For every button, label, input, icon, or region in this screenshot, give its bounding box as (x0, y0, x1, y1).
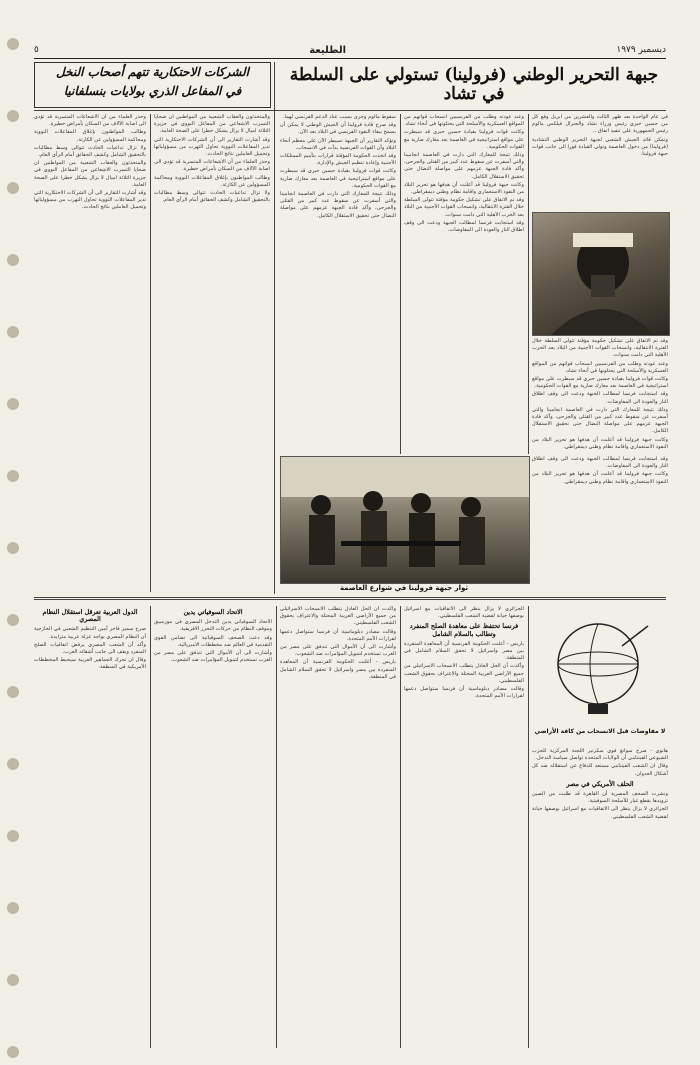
binder-holes (7, 0, 19, 1065)
chad-article-col2: وعند عودته وطلب من الفرنسيين انسحاب قواتهم من المواقع العسكرية والأسلحة التي يحتلونها في أنحاء تشاد. وكانت قوات فرولينا بقيادة حسين حبري قد سيطرت على مواقع استراتيجية في العاصمة بعد معارك ضارية مع القوات الحكومية. وذلك نتيجة للمعارك التي دارت في العاصمة انجامينا والتي أسفرت عن سقوط عدد كبير من القتلى والجرحى، وأكد قادة الجبهة عزمهم على مواصلة النضال حتى تحقيق الاستقلال الكامل. وكانت جبهة فرولينا قد أعلنت أن هدفها هو تحرير البلاد من النفوذ الاستعماري واقامة نظام وطني ديمقراطي. وقد تم الاتفاق على تشكيل حكومة مؤقتة تتولى السلطة خلال الفترة الانتقالية، وانسحاب القوات الأجنبية من البلاد بعد الحرب الأهلية التي دامت سنوات. وقد استجابت فرنسا لمطالب الجبهة ودعت الى وقف اطلاق النار والعودة الى المفاوضات. (404, 114, 524, 234)
arms-article: هانوي - صرح سوانغ فوي سكرتير اللجنة المركزية للحزب الشيوعي الفيتنامي أن الولايات المتحدة تواصل سياسة التدخل. وقال ان الشعب الفيتنامي مستعد للدفاع عن استقلاله ضد كل أشكال العدوان. الحلف الأمريكي في مصر ونشرت الصحف المصرية أن القاهرة قد طلبت من الصين تزويدها بقطع غيار للأسلحة السوفيتية. الجزائري لا يزال ينظر الى الاتفاقيات مع اسرائيل بوصفها خيانة لقضية الشعب الفلسطيني. (532, 748, 668, 820)
leader-photo (532, 212, 670, 336)
corporations-headline-box (34, 62, 271, 108)
corporations-headline-2: في المفاعل الذري بولايات بنسلفانيا (63, 84, 242, 98)
chad-headline: جبهة التحرير الوطني (فرولينا) تستولي على السلطة في تشاد (289, 65, 659, 104)
arms-subhead: الحلف الأمريكي في مصر (566, 779, 634, 788)
egypt-article: الدول العربية تعرقل استقلال النظام المصري صرح سمير فاخر أمين التنظيم الشعبي في الخارجية أن النظام المصري يواجه عزلة عربية متزايدة. وأكد أن الشعب المصري يرفض اتفاقيات الصلح المنفرد ويقف الى جانب أشقائه العرب. وقال ان تحرك الجماهير العربية سيحبط المخططات الأمريكية في المنطقة. (34, 608, 146, 671)
ussr-subhead: الاتحاد السوفياتي يدين (183, 608, 243, 616)
chad-article-col1-top: في عام الواحدة بعد ظهر الثالث والعشرين من ابريل وقع كل من حسين حبري رئيس وزراء تشاد والجنرال فيلكس مالوم رئيس الجمهورية على تنفيذ اتفاق .. وتمكن قائد الجيش الشعبي لجبهة التحرير الوطني التشادية (فرولينا) من دخول العاصمة وتولي القيادة فورا الى جانب قوات جبهة فرولينا. (532, 114, 668, 158)
middle-bottom-col: وأكدت أن الحل العادل يتطلب الانسحاب الاسرائيلي من جميع الأراضي العربية المحتلة والاعتراف بحقوق الشعب الفلسطيني. وقالت مصادر دبلوماسية أن فرنسا ستواصل دعمها لقرارات الأمم المتحدة. وأشارت الى أن الأموال التي تتدفق على مصر من الغرب تستخدم لتمويل المؤامرات ضد الشعوب. باريس - أعلنت الحكومة الفرنسية أن المعاهدة المنفردة بين مصر واسرائيل لا تحقق السلام الشامل في المنطقة. (280, 606, 396, 680)
ussr-article: الاتحاد السوفياتي يدين الاتحاد السوفياتي يدين التدخل المصري في موزمبيق وموقف النظام من حركات التحرر الافريقية. وقد دعت الصحف السوفياتية الى تضامن القوى التقدمية في العالم ضد مخططات الامبريالية. وأشارت الى أن الأموال التي تتدفق على مصر من الغرب تستخدم لتمويل المؤامرات ضد الشعوب. (154, 608, 272, 664)
corporations-col2: وحذر العلماء من أن الاشعاعات المتسربة قد تؤدي الى اصابة الآلاف من السكان بأمراض خطيرة. وطالب المواطنون بإغلاق المفاعلات النووية ومحاكمة المسؤولين عن الكارثة. ولا تزال تداعيات الحادث تتوالى وسط مطالبات بالتحقيق الشامل وكشف الحقائق أمام الرأي العام. والمتحدثون والعقاب الشعبية من المواطنين ان ضحايا التسرب الاشعاعي من المفاعل النووي في جزيرة الثلاثة اميال لا يزال يشكل خطرا على الصحة العامة. وقد أشارت التقارير الى أن الشركات الاحتكارية التي تدير المفاعلات النووية تحاول التهرب من مسؤولياتها وتحميل العاملين نتائج الحادث. (34, 114, 146, 211)
cartoon-caption: لا مفاوضات قبل الانسحاب من كافة الأراضي (534, 728, 666, 735)
chad-article-col1-end: وقد استجابت فرنسا لمطالب الجبهة ودعت الى وقف اطلاق النار والعودة الى المفاوضات. وكانت جبهة فرولينا قد أعلنت أن هدفها هو تحرير البلاد من النفوذ الاستعماري واقامة نظام وطني ديمقراطي. (532, 456, 668, 485)
soldiers-photo-caption: ثوار جبهة فرولينا في شوارع العاصمة (339, 584, 469, 592)
corporations-col1: والمتحدثون والعقاب الشعبية من المواطنين ان ضحايا التسرب الاشعاعي من المفاعل النووي في جزيرة الثلاثة اميال لا يزال يشكل خطرا على الصحة العامة. وقد أشارت التقارير الى أن الشركات الاحتكارية التي تدير المفاعلات النووية تحاول التهرب من مسؤولياتها وتحميل العاملين نتائج الحادث. وحذر العلماء من أن الاشعاعات المتسربة قد تؤدي الى اصابة الآلاف من السكان بأمراض خطيرة. وطالب المواطنون بإغلاق المفاعلات النووية ومحاكمة المسؤولين عن الكارثة. ولا تزال تداعيات الحادث تتوالى وسط مطالبات بالتحقيق الشامل وكشف الحقائق أمام الرأي العام. (154, 114, 270, 204)
treaty-article: الجزائري لا يزال ينظر الى الاتفاقيات مع اسرائيل بوصفها خيانة لقضية الشعب الفلسطيني. فرنسا تحتفظ على معاهدة الصلح المنفرد وتطالب بالسلام الشامل باريس - أعلنت الحكومة الفرنسية أن المعاهدة المنفردة بين مصر واسرائيل لا تحقق السلام الشامل في المنطقة. وأكدت أن الحل العادل يتطلب الانسحاب الاسرائيلي من جميع الأراضي العربية المحتلة والاعتراف بحقوق الشعب الفلسطيني. وقالت مصادر دبلوماسية أن فرنسا ستواصل دعمها لقرارات الأمم المتحدة. (404, 606, 524, 700)
page-number: ٥ (34, 45, 39, 55)
soldiers-photo (280, 456, 530, 584)
corporations-headline-1: الشركات الاحتكارية تتهم أصحاب النخل (56, 65, 249, 79)
chad-article-col1-bottom: وقد تم الاتفاق على تشكيل حكومة مؤقتة تتولى السلطة خلال الفترة الانتقالية، وانسحاب القوات الأجنبية من البلاد بعد الحرب الأهلية التي دامت سنوات. وعند عودته وطلب من الفرنسيين انسحاب قواتهم من المواقع العسكرية والأسلحة التي يحتلونها في أنحاء تشاد. وكانت قوات فرولينا بقيادة حسين حبري قد سيطرت على مواقع استراتيجية في العاصمة بعد معارك ضارية مع القوات الحكومية. وقد استجابت فرنسا لمطالب الجبهة ودعت الى وقف اطلاق النار والعودة الى المفاوضات. وذلك نتيجة للمعارك التي دارت في العاصمة انجامينا والتي أسفرت عن سقوط عدد كبير من القتلى والجرحى، وأكد قادة الجبهة عزمهم على مواصلة النضال حتى تحقيق الاستقلال الكامل. وكانت جبهة فرولينا قد أعلنت أن هدفها هو تحرير البلاد من النفوذ الاستعماري واقامة نظام وطني ديمقراطي. (532, 338, 668, 450)
page-header (34, 42, 666, 59)
chad-article-col3: سقوط مالوم وجرى بسبب عناد الدعم الفرنسي لهما. وقد صرح قادة فرولينا أن الجيش الوطني لا يمكن أن يسمح ببقاء النفوذ الفرنسي في البلاد بعد الآن. وتؤكد التقارير أن الجبهة تسيطر الآن على معظم أنحاء البلاد وأن القوات الفرنسية بدأت في الانسحاب. وقد اتخذت الحكومة المؤقتة قرارات بتأميم الممتلكات الأجنبية وإعادة تنظيم الجيش والإدارة. وكانت قوات فرولينا بقيادة حسين حبري قد سيطرت على مواقع استراتيجية في العاصمة بعد معارك ضارية مع القوات الحكومية. وذلك نتيجة للمعارك التي دارت في العاصمة انجامينا والتي أسفرت عن سقوط عدد كبير من القتلى والجرحى، وأكد قادة الجبهة عزمهم على مواصلة النضال حتى تحقيق الاستقلال الكامل. (280, 114, 396, 219)
egypt-subhead: الدول العربية تعرقل استقلال النظام المصري (42, 608, 138, 624)
publication-name: الطليعة (309, 44, 346, 56)
treaty-subhead: فرنسا تحتفظ على معاهدة الصلح المنفرد وتطالب بالسلام الشامل (409, 622, 519, 638)
globe-cartoon (532, 606, 668, 726)
issue-date: ديسمبر ١٩٧٩ (616, 45, 666, 55)
